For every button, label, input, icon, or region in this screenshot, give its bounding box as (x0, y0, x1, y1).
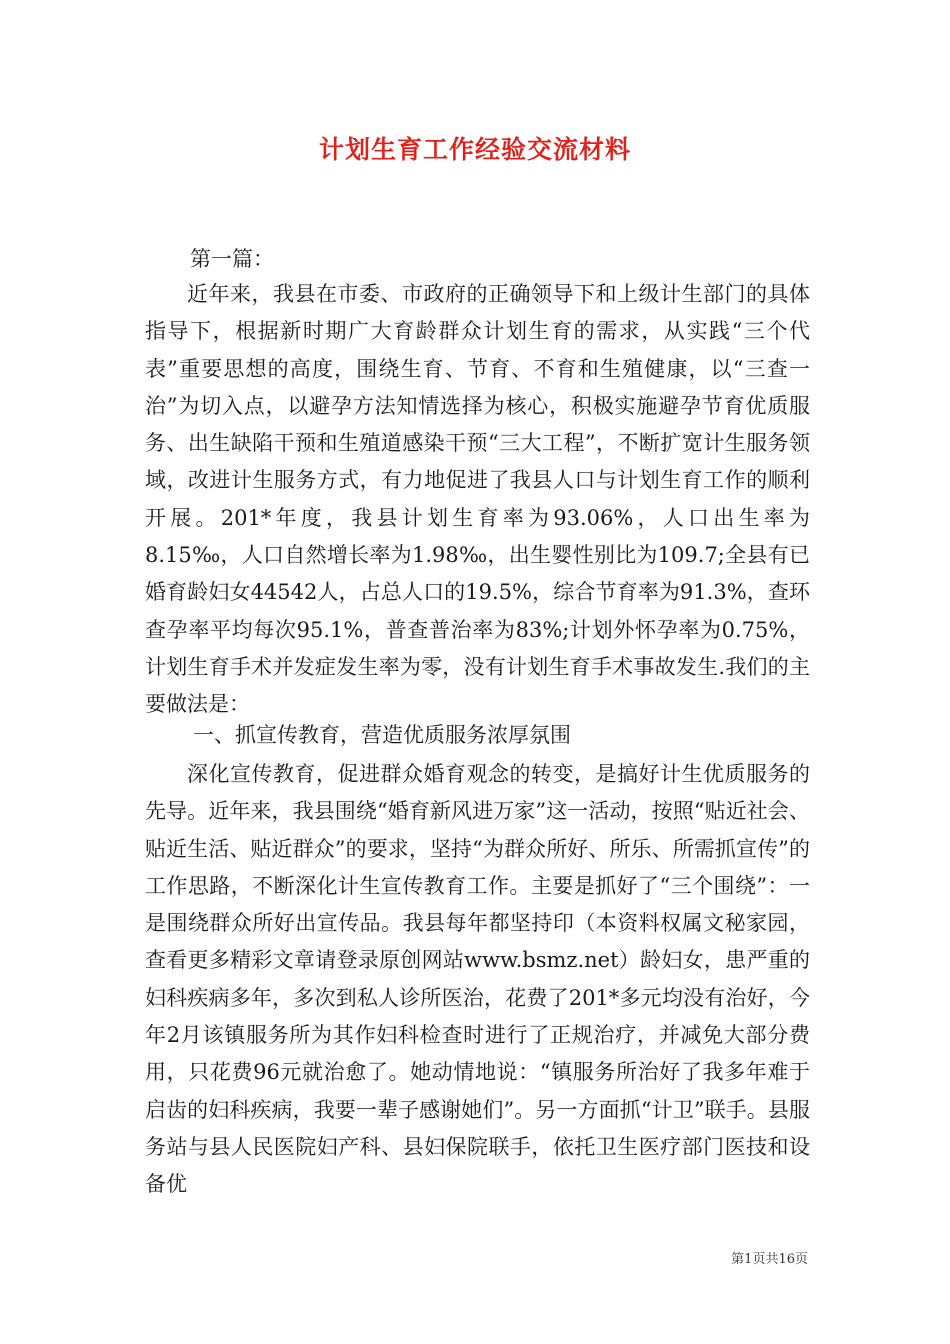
paragraph-publicity: 深化宣传教育，促进群众婚育观念的转变，是搞好计生优质服务的先导。近年来，我县围绕“婚育新风进万家”这一活动，按照“贴近社会、贴近生活、贴近群众”的要求，坚持“为群众所好、所乐、所需抓宣传”的工作思路，不断深化计生宣传教育工作。主要是抓好了“三个围绕”：一是围绕群众所好出宣传品。我县每年都坚持印（本资料权属文秘家园，查看更多精彩文章请登录原创网站www.bsmz.net）龄妇女，患严重的妇科疾病多年，多次到私人诊所医治，花费了201*多元均没有治好，今年2月该镇服务所为其作妇科检查时进行了正规治疗，并减免大部分费用，只花费96元就治愈了。她动情地说：“镇服务所治好了我多年难于启齿的妇科疾病，我要一辈子感谢她们”。另一方面抓“计卫”联手。县服务站与县人民医院妇产科、县妇保院联手，依托卫生医疗部门医技和设备优 (145, 762, 810, 1197)
paragraph-intro: 近年来，我县在市委、市政府的正确领导下和上级计生部门的具体指导下，根据新时期广大育龄群众计划生育的需求，从实践“三个代表”重要思想的高度，围绕生育、节育、不育和生殖健康，以“三查一治”为切入点，以避孕方法知情选择为核心，积极实施避孕节育优质服务、出生缺陷干预和生殖道感染干预“三大工程”，不断扩宽计生服务领域，改进计生服务方式，有力地促进了我县人口与计划生育工作的顺利开展。201*年度，我县计划生育率为93.06%，人口出生率为8.15‰，人口自然增长率为1.98‰，出生婴性别比为109.7;全县有已婚育龄妇女44542人，占总人口的19.5%，综合节育率为91.3%，查环查孕率平均每次95.1%，普查普治率为83%;计划外怀孕率为0.75%，计划生育手术并发症发生率为零，没有计划生育手术事故发生.我们的主要做法是： (145, 282, 810, 717)
page-footer: 第1页共16页 (731, 1252, 808, 1267)
section-label: 第一篇： (190, 247, 274, 271)
section-heading: 一、抓宣传教育，营造优质服务浓厚氛围 (193, 723, 571, 747)
document-title: 计划生育工作经验交流材料 (318, 135, 631, 164)
